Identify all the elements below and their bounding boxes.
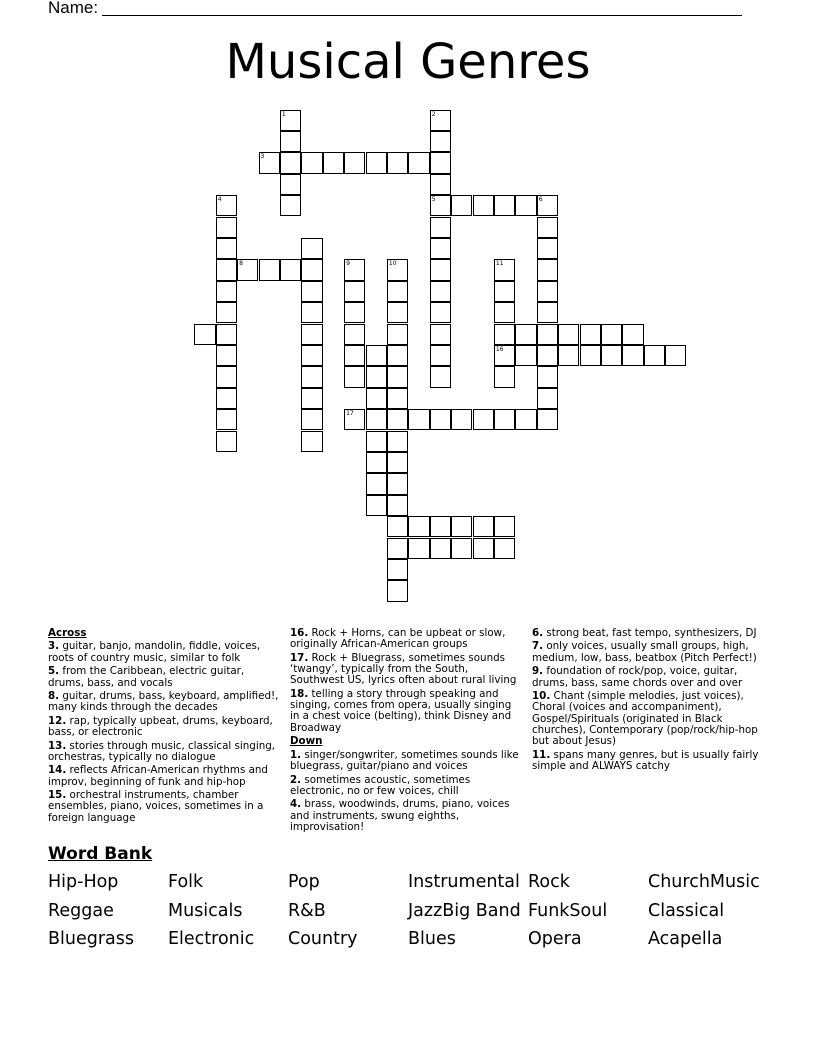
- page-title: Musical Genres: [225, 34, 591, 90]
- clue-column-2: [290, 628, 522, 835]
- grid-cell[interactable]: [216, 324, 237, 345]
- clue-number: 6: [538, 196, 543, 204]
- word-bank-word: Bluegrass: [48, 929, 134, 949]
- clue-text: telling a story through speaking and singing, comes from opera, usually singing in a chest voice (belting), think Disney and Broadway: [290, 687, 512, 734]
- grid-cell[interactable]: [280, 110, 301, 131]
- clue: [48, 691, 280, 714]
- grid-cell[interactable]: [301, 152, 322, 173]
- grid-cell[interactable]: [430, 217, 451, 238]
- word-bank-word: JazzBig Band: [408, 900, 521, 921]
- word-bank-word: FunkSoul: [528, 900, 608, 921]
- grid-cell[interactable]: [216, 238, 237, 259]
- grid-cell[interactable]: [430, 409, 451, 430]
- grid-cell[interactable]: [494, 366, 515, 387]
- grid-cell[interactable]: [259, 259, 280, 280]
- word-bank-word: Electronic: [168, 929, 255, 949]
- grid-cell[interactable]: [451, 409, 472, 430]
- word-bank-word: Classical: [648, 900, 725, 921]
- grid-cell[interactable]: [473, 538, 494, 559]
- grid-cell[interactable]: [451, 538, 472, 559]
- word-bank-word: Hip-Hop: [48, 872, 119, 892]
- word-bank-word: Pop: [288, 872, 320, 892]
- grid-cell[interactable]: [387, 473, 408, 494]
- clue-text: guitar, drums, bass, keyboard, amplified!, many kinds through the decades: [48, 690, 279, 714]
- grid-cell[interactable]: [280, 259, 301, 280]
- grid-cell[interactable]: [216, 281, 237, 302]
- grid-cell[interactable]: [580, 345, 601, 366]
- grid-cell[interactable]: [494, 538, 515, 559]
- grid-cell[interactable]: [344, 281, 365, 302]
- clue-text: brass, woodwinds, drums, piano, voices and instruments, swung eighths, improvisation!: [290, 798, 510, 833]
- grid-cell[interactable]: [366, 345, 387, 366]
- grid-cell[interactable]: [408, 409, 429, 430]
- grid-cell[interactable]: [451, 516, 472, 537]
- grid-cell[interactable]: [537, 366, 558, 387]
- grid-cell[interactable]: [387, 409, 408, 430]
- grid-cell[interactable]: [494, 516, 515, 537]
- grid-cell[interactable]: [408, 516, 429, 537]
- clue: [532, 666, 764, 689]
- grid-cell[interactable]: [216, 217, 237, 238]
- grid-cell[interactable]: [430, 366, 451, 387]
- clue-number: 9: [346, 260, 350, 268]
- clue-number: 4: [217, 196, 222, 204]
- clue-text: strong beat, fast tempo, synthesizers, DJ: [543, 627, 757, 639]
- grid-cell[interactable]: [280, 174, 301, 195]
- clue-number: 3.: [48, 640, 60, 653]
- grid-cell[interactable]: [387, 538, 408, 559]
- grid-cell[interactable]: [366, 495, 387, 516]
- grid-cell[interactable]: [387, 345, 408, 366]
- clue-text: from the Caribbean, electric guitar, drums, bass, and vocals: [48, 665, 245, 689]
- grid-cell[interactable]: [430, 238, 451, 259]
- grid-cell[interactable]: [216, 388, 237, 409]
- grid-cell[interactable]: [430, 516, 451, 537]
- clue-text: orchestral instruments, chamber ensembles, piano, voices, sometimes in a foreign language: [48, 789, 264, 824]
- grid-cell[interactable]: [366, 431, 387, 452]
- grid-cell[interactable]: [237, 259, 258, 280]
- grid-cell[interactable]: [387, 452, 408, 473]
- grid-cell[interactable]: [580, 324, 601, 345]
- word-bank-word: R&B: [288, 900, 326, 921]
- grid-cell[interactable]: [366, 152, 387, 173]
- word-bank-word: Instrumental: [408, 872, 520, 892]
- grid-cell[interactable]: [301, 281, 322, 302]
- clue-text: stories through music, classical singing, orchestras, typically no dialogue: [48, 739, 276, 763]
- grid-cell[interactable]: [451, 195, 472, 216]
- word-bank-word: Rock: [528, 872, 570, 892]
- clue: [290, 750, 522, 773]
- grid-cell[interactable]: [216, 409, 237, 430]
- grid-cell[interactable]: [537, 195, 558, 216]
- clue-text: reflects African-American rhythms and improv, beginning of funk and hip-hop: [48, 764, 268, 788]
- grid-cell[interactable]: [387, 559, 408, 580]
- clue-section-heading: Across: [48, 627, 87, 639]
- clue-text: foundation of rock/pop, voice, guitar, drums, bass, same chords over and over: [532, 665, 743, 689]
- word-bank-word: Country: [288, 929, 358, 949]
- grid-cell[interactable]: [366, 388, 387, 409]
- clue-number: 5.: [48, 665, 60, 678]
- word-bank-word: Opera: [528, 929, 582, 949]
- grid-cell[interactable]: [301, 366, 322, 387]
- grid-cell[interactable]: [344, 409, 365, 430]
- grid-cell[interactable]: [515, 324, 536, 345]
- grid-cell[interactable]: [558, 324, 579, 345]
- clue: [48, 716, 280, 739]
- grid-cell[interactable]: [473, 409, 494, 430]
- word-bank-word: Folk: [168, 872, 204, 892]
- clue-number: 1.: [290, 748, 302, 761]
- grid-cell[interactable]: [430, 110, 451, 131]
- clue-number: 2.: [290, 773, 302, 786]
- grid-cell[interactable]: [280, 152, 301, 173]
- clue-number: 14.: [48, 764, 67, 777]
- clues: [48, 628, 772, 848]
- word-bank-word: Reggae: [48, 900, 114, 921]
- grid-cell[interactable]: [194, 324, 215, 345]
- grid-cell[interactable]: [473, 195, 494, 216]
- grid-cell[interactable]: [366, 452, 387, 473]
- grid-cell[interactable]: [430, 538, 451, 559]
- clue: [290, 799, 522, 833]
- clue-text: sometimes acoustic, sometimes electronic, no or few voices, chill: [290, 773, 471, 797]
- grid-cell[interactable]: [622, 324, 643, 345]
- clue: [48, 641, 280, 664]
- clue-number: 16: [495, 345, 504, 353]
- grid-cell[interactable]: [430, 131, 451, 152]
- grid-cell[interactable]: [494, 324, 515, 345]
- clue-text: singer/songwriter, sometimes sounds like bluegrass, guitar/piano and voices: [290, 748, 519, 773]
- clue-number: 17.: [290, 651, 309, 664]
- grid-cell[interactable]: [537, 259, 558, 280]
- clue-number: 12.: [48, 714, 67, 727]
- clue-number: 11.: [532, 748, 551, 761]
- grid-cell[interactable]: [387, 580, 408, 601]
- clue: [532, 750, 764, 773]
- clue: [48, 666, 280, 689]
- grid-cell[interactable]: [494, 302, 515, 323]
- grid-cell[interactable]: [216, 345, 237, 366]
- clue-number: 8: [239, 260, 243, 268]
- grid-cell[interactable]: [387, 431, 408, 452]
- clue-text: Rock + Horns, can be upbeat or slow, originally African-American groups: [290, 627, 506, 651]
- grid-cell[interactable]: [301, 302, 322, 323]
- grid-cell[interactable]: [408, 538, 429, 559]
- grid-cell[interactable]: [301, 345, 322, 366]
- clue-number: 17: [346, 410, 354, 418]
- grid-cell[interactable]: [515, 195, 536, 216]
- clue-column-3: [532, 628, 764, 775]
- grid-cell[interactable]: [430, 195, 451, 216]
- grid-cell[interactable]: [280, 195, 301, 216]
- grid-cell[interactable]: [494, 259, 515, 280]
- clue-number: 15.: [48, 789, 67, 802]
- grid-cell[interactable]: [366, 473, 387, 494]
- grid-cell[interactable]: [537, 217, 558, 238]
- grid-cell[interactable]: [473, 516, 494, 537]
- grid-cell[interactable]: [644, 345, 665, 366]
- grid-cell[interactable]: [408, 152, 429, 173]
- grid-cell[interactable]: [430, 302, 451, 323]
- grid-cell[interactable]: [537, 281, 558, 302]
- grid-cell[interactable]: [558, 345, 579, 366]
- grid-cell[interactable]: [537, 409, 558, 430]
- clue-text: only voices, usually small groups, high, medium, low, bass, beatbox (Pitch Perfect!): [532, 640, 757, 664]
- grid-cell[interactable]: [301, 238, 322, 259]
- clue-text: Chant (simple melodies, just voices), Choral (voices and accompaniment), Gospel/Spirituals (originated in Black churches), Contemporary (pop/rock/hip-hop but about Jesus): [532, 690, 758, 748]
- grid-cell[interactable]: [344, 259, 365, 280]
- clue-number: 6.: [532, 627, 544, 639]
- word-bank-word: Acapella: [648, 929, 723, 949]
- clue: [532, 628, 764, 639]
- clue-text: rap, typically upbeat, drums, keyboard, bass, or electronic: [48, 714, 273, 739]
- grid-cell[interactable]: [430, 259, 451, 280]
- grid-cell[interactable]: [344, 302, 365, 323]
- grid-cell[interactable]: [387, 516, 408, 537]
- clue: [290, 689, 522, 734]
- grid-cell[interactable]: [216, 302, 237, 323]
- clue: [290, 775, 522, 798]
- grid-cell[interactable]: [622, 345, 643, 366]
- grid-cell[interactable]: [537, 324, 558, 345]
- clue: [290, 628, 522, 651]
- word-bank-word: Blues: [408, 929, 456, 949]
- clue-number: 9.: [532, 665, 544, 678]
- clue: [532, 641, 764, 664]
- clue-number: 8.: [48, 690, 60, 703]
- grid-cell[interactable]: [216, 431, 237, 452]
- grid-cell[interactable]: [323, 152, 344, 173]
- clue-column-1: [48, 628, 280, 826]
- grid-cell[interactable]: [387, 302, 408, 323]
- grid-cell[interactable]: [387, 324, 408, 345]
- clue-number: 3: [260, 153, 265, 161]
- clue: [532, 691, 764, 747]
- grid-cell[interactable]: [537, 302, 558, 323]
- grid-cell[interactable]: [387, 259, 408, 280]
- grid-cell[interactable]: [280, 131, 301, 152]
- clue-number: 16.: [290, 627, 309, 639]
- clue: [48, 741, 280, 764]
- grid-cell[interactable]: [216, 195, 237, 216]
- word-bank-title: Word Bank: [48, 844, 153, 864]
- grid-cell[interactable]: [601, 345, 622, 366]
- grid-cell[interactable]: [344, 324, 365, 345]
- grid-cell[interactable]: [301, 409, 322, 430]
- grid-cell[interactable]: [665, 345, 686, 366]
- clue-number: 10.: [532, 690, 551, 703]
- clue-number: 11: [495, 260, 504, 268]
- grid-cell[interactable]: [494, 345, 515, 366]
- clue-section-heading: Down: [290, 735, 323, 748]
- clue-text: Rock + Bluegrass, sometimes sounds ‘twangy’, typically from the South, Southwest US, lyrics often about rural living: [290, 651, 517, 687]
- grid-cell[interactable]: [216, 259, 237, 280]
- grid-cell[interactable]: [537, 238, 558, 259]
- grid-cell[interactable]: [216, 366, 237, 387]
- clue-number: 13.: [48, 739, 67, 752]
- clue-text: spans many genres, but is usually fairly simple and ALWAYS catchy: [532, 748, 759, 773]
- name-label: Name:: [48, 0, 99, 17]
- grid-cell[interactable]: [301, 259, 322, 280]
- clue: [290, 653, 522, 687]
- word-bank-word: ChurchMusic: [648, 872, 760, 892]
- clue: [48, 790, 280, 824]
- grid-cell[interactable]: [430, 324, 451, 345]
- grid-cell[interactable]: [387, 495, 408, 516]
- grid-cell[interactable]: [301, 431, 322, 452]
- clue-number: 4.: [290, 798, 302, 811]
- clue-number: 7.: [532, 640, 544, 653]
- grid-cell[interactable]: [366, 366, 387, 387]
- clue-number: 1: [281, 110, 286, 118]
- clue: [48, 765, 280, 788]
- grid-cell[interactable]: [387, 366, 408, 387]
- grid-cell[interactable]: [387, 152, 408, 173]
- grid-cell[interactable]: [430, 281, 451, 302]
- clue-number: 10: [388, 260, 397, 268]
- grid-cell[interactable]: [344, 345, 365, 366]
- clue-number: 2: [431, 110, 436, 118]
- grid-cell[interactable]: [537, 345, 558, 366]
- grid-cell[interactable]: [366, 409, 387, 430]
- grid-cell[interactable]: [515, 345, 536, 366]
- grid-cell[interactable]: [430, 152, 451, 173]
- grid-cell[interactable]: [494, 195, 515, 216]
- grid-cell[interactable]: [430, 345, 451, 366]
- grid-cell[interactable]: [259, 152, 280, 173]
- grid-cell[interactable]: [494, 409, 515, 430]
- grid-cell[interactable]: [387, 281, 408, 302]
- grid-cell[interactable]: [387, 388, 408, 409]
- grid-cell[interactable]: [301, 324, 322, 345]
- grid-cell[interactable]: [515, 409, 536, 430]
- grid-cell[interactable]: [344, 366, 365, 387]
- clue-number: 18.: [290, 687, 309, 700]
- clue-number: 5: [431, 196, 436, 204]
- grid-cell[interactable]: [494, 281, 515, 302]
- grid-cell[interactable]: [344, 152, 365, 173]
- grid-cell[interactable]: [430, 174, 451, 195]
- word-bank-word: Musicals: [168, 900, 243, 921]
- grid-cell[interactable]: [601, 324, 622, 345]
- grid-cell[interactable]: [537, 388, 558, 409]
- grid-cell[interactable]: [301, 388, 322, 409]
- clue-text: guitar, banjo, mandolin, fiddle, voices, roots of country music, similar to folk: [48, 640, 261, 664]
